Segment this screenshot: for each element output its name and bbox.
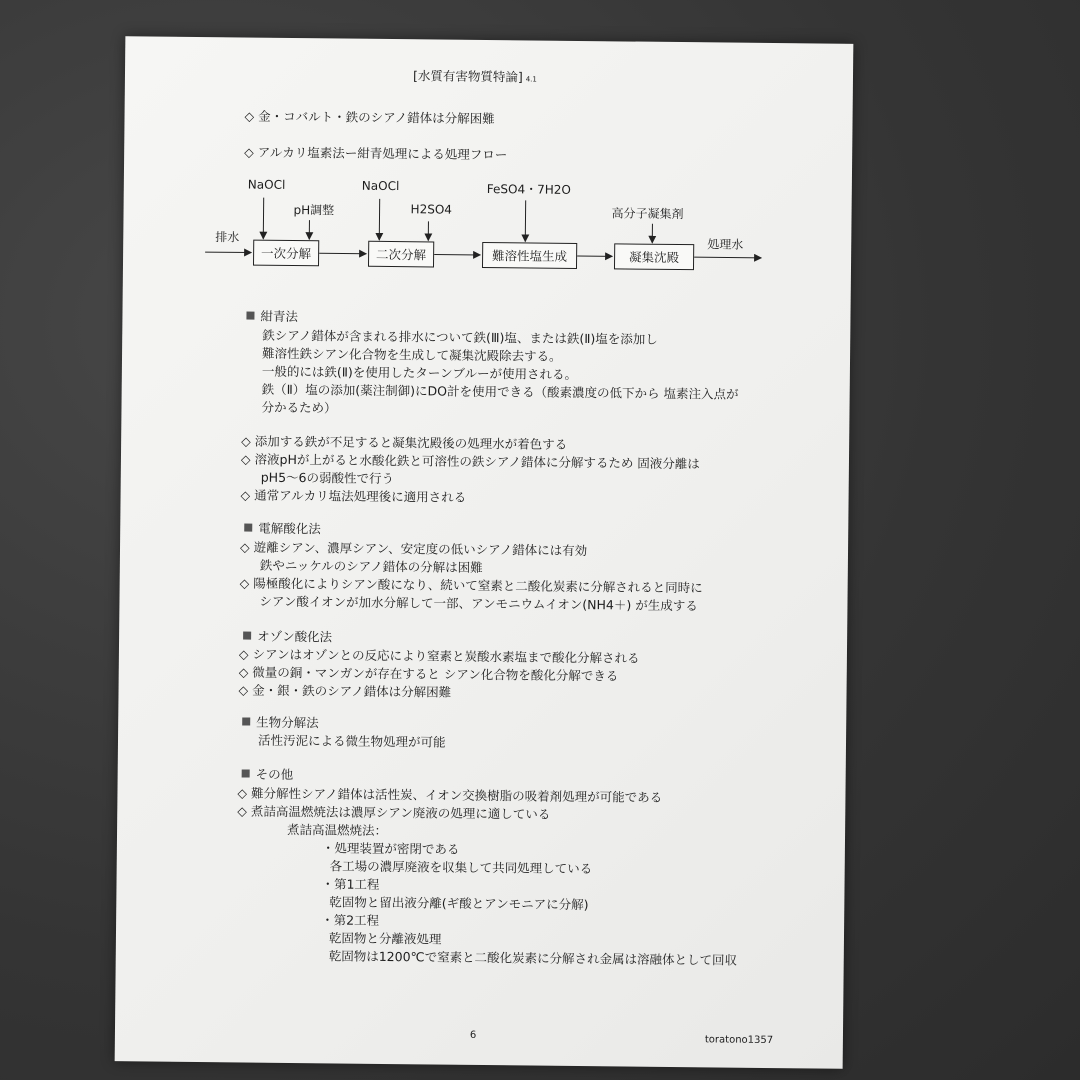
outlet-label: 処理水 xyxy=(707,237,744,252)
document-page xyxy=(115,36,854,1069)
text-line: 鉄シアノ錯体が含まれる排水について鉄(Ⅲ)塩、または鉄(Ⅱ)塩を添加し xyxy=(262,327,658,347)
note-line: pH5～6の弱酸性で行う xyxy=(260,469,395,487)
text-line: ◇ 陽極酸化によりシアン酸になり、続いて窒素と二酸化炭素に分解されると同時に xyxy=(239,575,703,596)
header-title: [水質有害物質特論] xyxy=(412,68,523,85)
author-credit: toratono1357 xyxy=(704,1034,774,1047)
reagent-label: pH調整 xyxy=(293,202,335,218)
text-line: 一般的には鉄(Ⅱ)を使用したターンブルーが使用される。 xyxy=(261,363,578,382)
process-step-box: 一次分解 xyxy=(253,240,319,267)
text-line: ◇ 遊離シアン、濃厚シアン、安定度の低いシアノ錯体には有効 xyxy=(239,539,588,559)
text-line: ・第2工程 xyxy=(321,912,380,928)
text-line: 乾固物と分離液処理 xyxy=(328,930,442,947)
reagent-label: H2SO4 xyxy=(410,202,453,217)
text-line: ・第1工程 xyxy=(321,876,380,892)
note-line: ◇ 通常アルカリ塩法処理後に適用される xyxy=(240,487,467,505)
text-line: 鉄（Ⅱ）塩の添加(薬注制御)にDO計を使用できる（酸素濃度の低下から 塩素注入点が xyxy=(261,381,739,402)
text-line: 各工場の濃厚廃液を収集して共同処理している xyxy=(329,858,593,877)
reagent-label: FeSO4・7H2O xyxy=(486,182,571,197)
square-bullet-icon xyxy=(242,769,250,777)
text-line: 難溶性鉄シアン化合物を生成して凝集沈殿除去する。 xyxy=(261,345,562,364)
text-line: シアン酸イオンが加水分解して一部、アンモニウムイオン(NH4＋) が生成する xyxy=(259,593,698,614)
text-line: ・処理装置が密閉である xyxy=(321,840,460,857)
text-line: ◇ 煮詰高温燃焼法は濃厚シアン廃液の処理に適している xyxy=(237,803,551,822)
square-bullet-icon xyxy=(246,311,254,319)
note-line: ◇ 添加する鉄が不足すると凝集沈殿後の処理水が着色する xyxy=(241,433,568,452)
reagent-label: NaOCl xyxy=(247,177,286,192)
process-step-box: 凝集沈殿 xyxy=(614,243,694,270)
text-line: 乾固物と留出液分離(ギ酸とアンモニアに分解) xyxy=(329,894,589,913)
square-bullet-icon xyxy=(243,631,251,639)
reagent-label: NaOCl xyxy=(361,178,400,194)
section-heading-bio: 生物分解法 xyxy=(242,713,319,731)
bullet-line: ◇ 金・コバルト・鉄のシアノ錯体は分解困難 xyxy=(244,108,495,127)
page-number: 6 xyxy=(469,1029,477,1041)
section-heading-other: その他 xyxy=(242,765,294,783)
text-line: 活性汚泥による微生物処理が可能 xyxy=(257,732,446,750)
text-line: 鉄やニッケルのシアノ錯体の分解は困難 xyxy=(259,557,483,575)
section-heading-ozone: オゾン酸化法 xyxy=(243,627,332,645)
note-line: ◇ 溶液pHが上がると水酸化鉄と可溶性の鉄シアノ錯体に分解するため 固液分離は xyxy=(240,451,700,472)
text-line: ◇ 難分解性シアノ錯体は活性炭、イオン交換樹脂の吸着剤処理が可能である xyxy=(237,785,663,805)
text-line: 乾固物は1200℃で窒素と二酸化炭素に分解され金属は溶融体として回収 xyxy=(328,948,738,968)
text-line: 煮詰高温燃焼法： xyxy=(287,821,388,839)
square-bullet-icon xyxy=(244,523,252,531)
text-line: 分かるため） xyxy=(261,399,337,416)
header-section: 4.1 xyxy=(525,75,537,84)
reagent-label: 高分子凝集剤 xyxy=(611,206,684,222)
text-line: ◇ シアンはオゾンとの反応により窒素と炭酸水素塩まで酸化分解される xyxy=(238,646,640,666)
process-step-box: 難溶性塩生成 xyxy=(482,242,577,269)
inlet-label: 排水 xyxy=(215,230,240,245)
bullet-line: ◇ アルカリ塩素法ー紺青処理による処理フロー xyxy=(244,144,508,163)
process-step-box: 二次分解 xyxy=(368,241,434,268)
section-heading-konjo: 紺青法 xyxy=(246,308,298,326)
section-heading-electro: 電解酸化法 xyxy=(244,519,321,537)
text-line: ◇ 微量の銅・マンガンが存在すると シアン化合物を酸化分解できる xyxy=(238,664,619,684)
text-line: ◇ 金・銀・鉄のシアノ錯体は分解困難 xyxy=(238,682,452,700)
square-bullet-icon xyxy=(242,717,250,725)
